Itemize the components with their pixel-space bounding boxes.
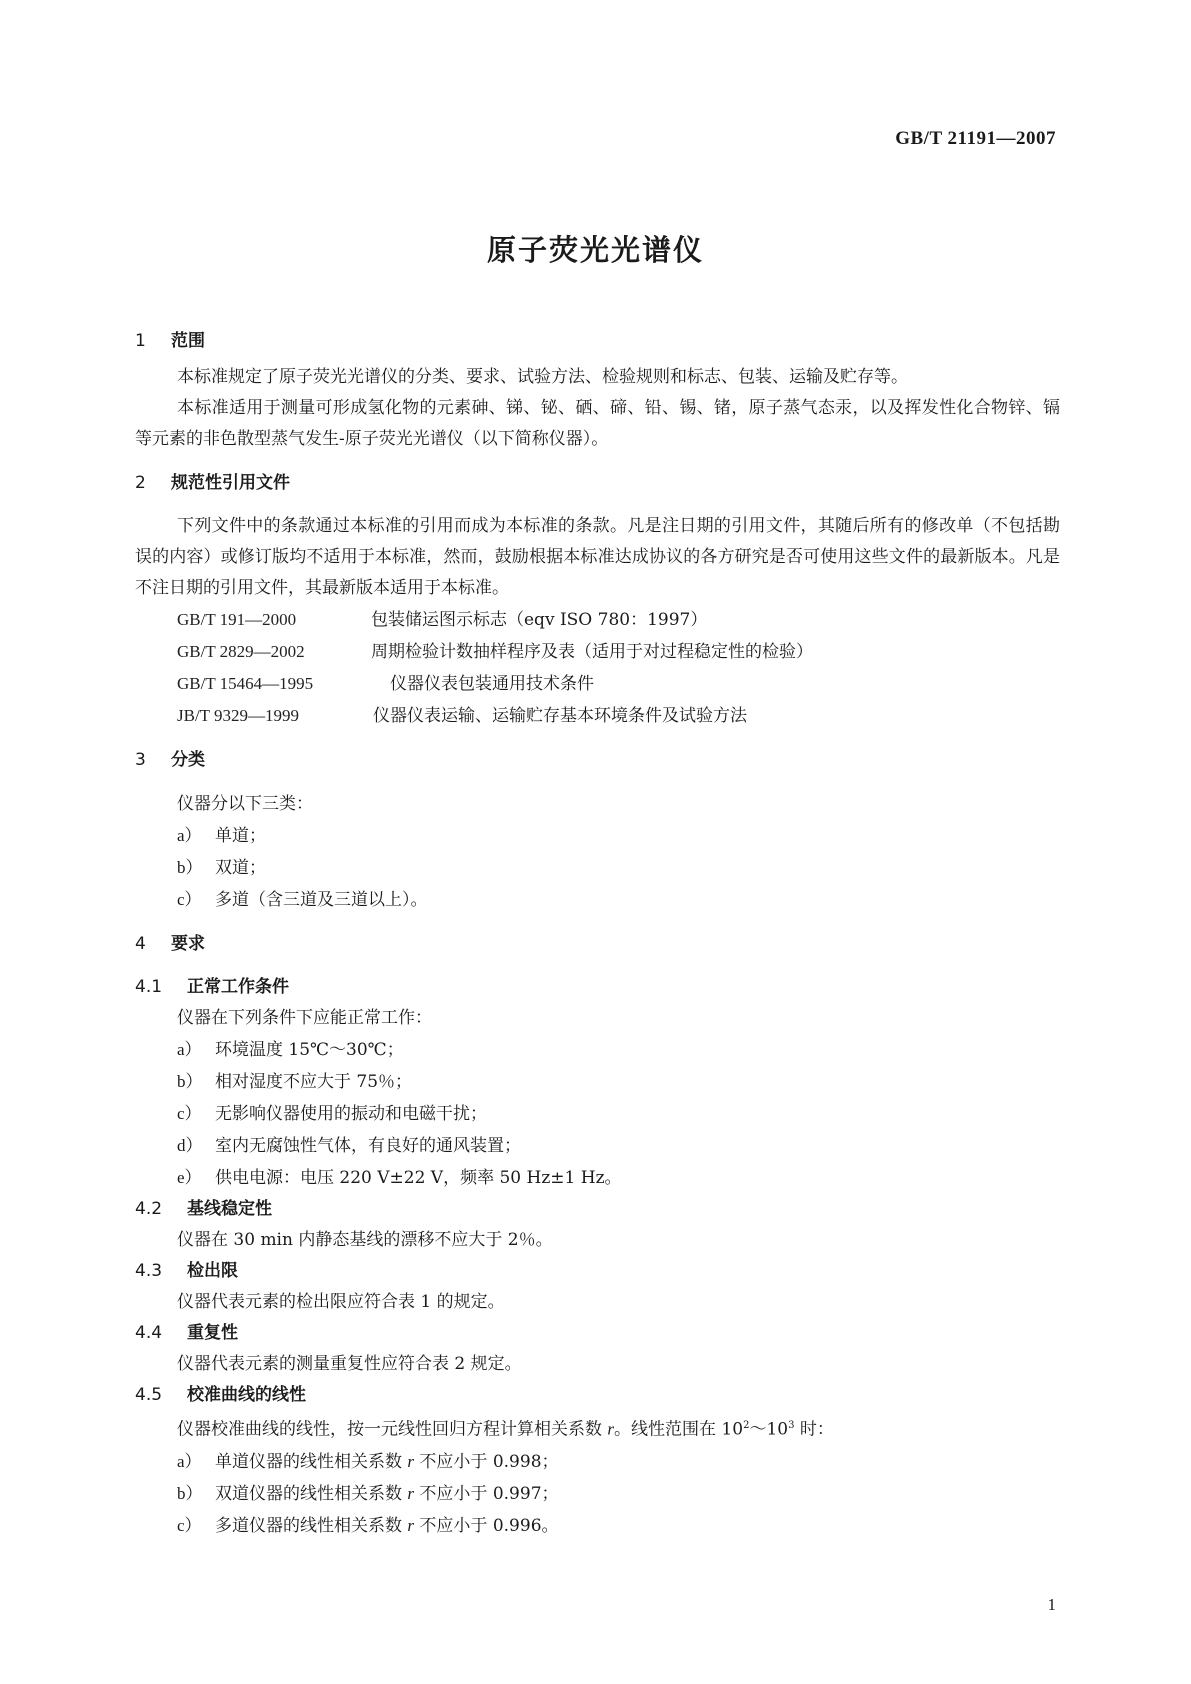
list-text: 多道（含三道及三道以上）。 <box>215 890 428 910</box>
subsection-title: 检出限 <box>187 1261 238 1281</box>
reference-item <box>135 604 1060 636</box>
list-item <box>135 1130 1060 1162</box>
exponent: 3 <box>788 1420 795 1431</box>
section-number: 1 <box>135 331 146 351</box>
document-title: 原子荧光光谱仪 <box>486 233 704 267</box>
subsection-4-2-heading <box>135 1194 1060 1224</box>
list-marker: a） <box>177 1040 202 1059</box>
list-item <box>135 884 1060 916</box>
section-1-heading <box>135 328 1060 354</box>
subsection-4-2-text: 仪器在 30 min 内静态基线的漂移不应大于 2％。 <box>177 1230 553 1250</box>
subsection-number: 4.2 <box>135 1199 163 1219</box>
list-text: 无影响仪器使用的振动和电磁干扰； <box>215 1104 487 1124</box>
section-title: 分类 <box>171 750 205 770</box>
list-text: 不应小于 0.996。 <box>414 1515 559 1536</box>
list-item <box>135 1098 1060 1130</box>
subsection-4-3-text: 仪器代表元素的检出限应符合表 1 的规定。 <box>177 1292 505 1312</box>
subsection-4-3-heading <box>135 1256 1060 1286</box>
list-text: 多道仪器的线性相关系数 <box>215 1515 408 1536</box>
list-marker: c） <box>177 1104 202 1123</box>
list-text: 环境温度 15℃～30℃； <box>215 1040 404 1060</box>
list-marker: d） <box>177 1136 203 1155</box>
list-text: 供电电源：电压 220 V±22 V，频率 50 Hz±1 Hz。 <box>215 1168 622 1188</box>
section-title: 规范性引用文件 <box>171 473 290 493</box>
subsection-title: 正常工作条件 <box>187 977 289 997</box>
reference-title: 周期检验计数抽样程序及表（适用于对过程稳定性的检验） <box>371 642 813 662</box>
list-text: 室内无腐蚀性气体，有良好的通风装置； <box>215 1136 521 1156</box>
page-number: 1 <box>1047 1595 1056 1614</box>
subsection-title: 校准曲线的线性 <box>187 1385 306 1405</box>
reference-title: 仪器仪表包装通用技术条件 <box>390 674 594 694</box>
list-marker: a） <box>177 826 202 845</box>
section-title: 范围 <box>171 331 205 351</box>
list-marker: c） <box>177 1515 202 1535</box>
list-marker: a） <box>177 1451 202 1471</box>
list-item <box>135 1478 1060 1510</box>
section-2-paragraph: 下列文件中的条款通过本标准的引用而成为本标准的条款。凡是注日期的引用文件，其随后所有的修改单（不包括勘误的内容）或修订版均不适用于本标准，然而，鼓励根据本标准达成协议的各方研究是否可使用这些文件的最新版本。凡是不注日期的引用文件，其最新版本适用于本标准。 <box>135 516 1060 598</box>
list-marker: c） <box>177 890 202 909</box>
subsection-4-1-intro: 仪器在下列条件下应能正常工作： <box>177 1008 432 1028</box>
reference-code: GB/T 15464—1995 <box>177 674 314 693</box>
subsection-number: 4.4 <box>135 1323 163 1343</box>
reference-title: 包装储运图示标志（eqv ISO 780：1997） <box>371 610 708 630</box>
list-item <box>135 1510 1060 1542</box>
list-marker: b） <box>177 858 203 877</box>
section-2-heading <box>135 463 1060 503</box>
reference-code: JB/T 9329—1999 <box>177 706 300 725</box>
intro-text: 。线性范围在 10 <box>614 1419 744 1440</box>
intro-text: 时： <box>794 1419 834 1440</box>
section-1-paragraph-2: 本标准适用于测量可形成氢化物的元素砷、锑、铋、硒、碲、铅、锡、锗，原子蒸气态汞，以及挥发性化合物锌、镉等元素的非色散型蒸气发生-原子荧光光谱仪（以下简称仪器）。 <box>135 398 1060 449</box>
standard-code: GB/T 21191—2007 <box>895 128 1056 149</box>
reference-item <box>135 668 1060 700</box>
list-item <box>135 1034 1060 1066</box>
subsection-title: 重复性 <box>187 1323 238 1343</box>
section-3-heading <box>135 740 1060 780</box>
section-4-heading <box>135 924 1060 964</box>
intro-text: ～10 <box>749 1419 789 1440</box>
list-item <box>135 852 1060 884</box>
subsection-4-1-heading <box>135 972 1060 1002</box>
exponent: 2 <box>743 1420 750 1431</box>
subsection-4-5-intro <box>135 1410 1060 1446</box>
subsection-number: 4.3 <box>135 1261 163 1281</box>
list-marker: e） <box>177 1168 202 1187</box>
reference-item <box>135 636 1060 668</box>
list-text: 双道仪器的线性相关系数 <box>215 1483 408 1504</box>
subsection-number: 4.5 <box>135 1385 163 1405</box>
list-marker: b） <box>177 1072 203 1091</box>
section-1-paragraph-1: 本标准规定了原子荧光光谱仪的分类、要求、试验方法、检验规则和标志、包装、运输及贮存等。 <box>177 367 908 387</box>
list-marker: b） <box>177 1483 203 1503</box>
subsection-number: 4.1 <box>135 977 163 997</box>
reference-title: 仪器仪表运输、运输贮存基本环境条件及试验方法 <box>373 706 747 726</box>
list-text: 相对湿度不应大于 75％； <box>215 1072 413 1092</box>
reference-item <box>135 700 1060 732</box>
list-item <box>135 1066 1060 1098</box>
subsection-title: 基线稳定性 <box>187 1199 272 1219</box>
reference-code: GB/T 2829—2002 <box>177 642 305 661</box>
document-body <box>135 328 1060 1542</box>
section-number: 3 <box>135 750 146 770</box>
list-text: 单道仪器的线性相关系数 <box>215 1451 408 1472</box>
list-item <box>135 1162 1060 1194</box>
list-text: 不应小于 0.997； <box>414 1483 559 1504</box>
variable-r: r <box>407 1515 415 1535</box>
subsection-4-4-text: 仪器代表元素的测量重复性应符合表 2 规定。 <box>177 1354 522 1374</box>
intro-text: 仪器校准曲线的线性，按一元线性回归方程计算相关系数 <box>177 1419 608 1440</box>
section-number: 2 <box>135 473 146 493</box>
subsection-4-4-heading <box>135 1318 1060 1348</box>
list-text: 双道； <box>215 858 266 878</box>
list-text: 单道； <box>215 826 266 846</box>
variable-r: r <box>407 1483 415 1503</box>
variable-r: r <box>407 1451 415 1471</box>
subsection-4-5-heading <box>135 1380 1060 1410</box>
section-title: 要求 <box>171 934 205 954</box>
list-item <box>135 820 1060 852</box>
section-number: 4 <box>135 934 146 954</box>
variable-r: r <box>607 1419 615 1439</box>
list-text: 不应小于 0.998； <box>414 1451 559 1472</box>
section-3-intro: 仪器分以下三类： <box>177 794 313 814</box>
reference-code: GB/T 191—2000 <box>177 610 297 629</box>
list-item <box>135 1446 1060 1478</box>
